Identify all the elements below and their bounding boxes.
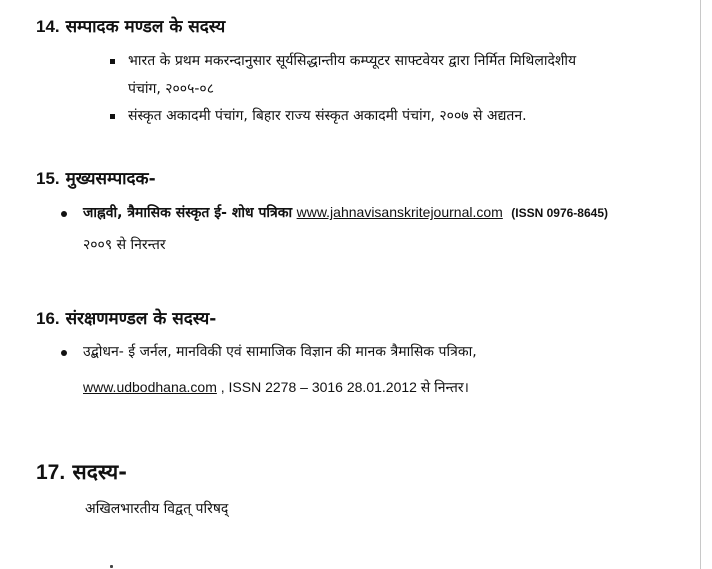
section-15-heading [36,166,156,189]
section-number: 16. [36,309,60,328]
section-title: सदस्य- [72,460,127,484]
section-number: 17. [36,461,66,484]
list-item [83,203,608,222]
section-number: 15. [36,169,60,188]
list-item-text: उद्बोधन- ई जर्नल, मानविकी एवं सामाजिक विज्ञान की मानक त्रैमासिक पत्रिका, [83,344,477,360]
udbodhana-link[interactable]: www.udbodhana.com [83,379,217,395]
list-item-continuation: पंचांग, २००५-०८ [128,81,214,97]
section-title: सम्पादक मण्डल के सदस्य [65,17,226,37]
section-17-heading [36,458,127,486]
journal-description: जाह्नवी, त्रैमासिक संस्कृत ई- शोध पत्रिका [83,205,293,221]
section-text: अखिलभारतीय विद्वत् परिषद् [85,501,229,517]
section-14-heading [36,14,225,37]
square-bullet-icon [110,114,115,119]
round-bullet-icon [61,350,67,356]
list-item-continuation [83,378,469,397]
round-bullet-icon [61,211,67,217]
issn-text: , ISSN 2278 – 3016 28.01.2012 से निन्तर। [216,379,469,395]
section-title: मुख्यसम्पादक- [65,169,156,189]
list-item-continuation: २००९ से निरन्तर [83,237,166,253]
section-16-heading [36,306,216,329]
square-bullet-icon [110,59,115,64]
issn-label: (ISSN 0976-8645) [511,206,608,220]
page-edge-divider [700,0,701,569]
journal-link[interactable]: www.jahnavisanskritejournal.com [296,204,503,220]
section-number: 14. [36,17,60,36]
list-item-text: संस्कृत अकादमी पंचांग, बिहार राज्य संस्कृत अकादमी पंचांग, २००७ से अद्यतन. [128,108,527,124]
cropped-text-fragment [110,565,113,568]
section-title: संरक्षणमण्डल के सदस्य- [65,309,217,329]
list-item-text: भारत के प्रथम मकरन्दानुसार सूर्यसिद्धान्तीय कम्प्यूटर साफ्टवेयर द्वारा निर्मित मिथिलादेशीय [128,53,577,69]
